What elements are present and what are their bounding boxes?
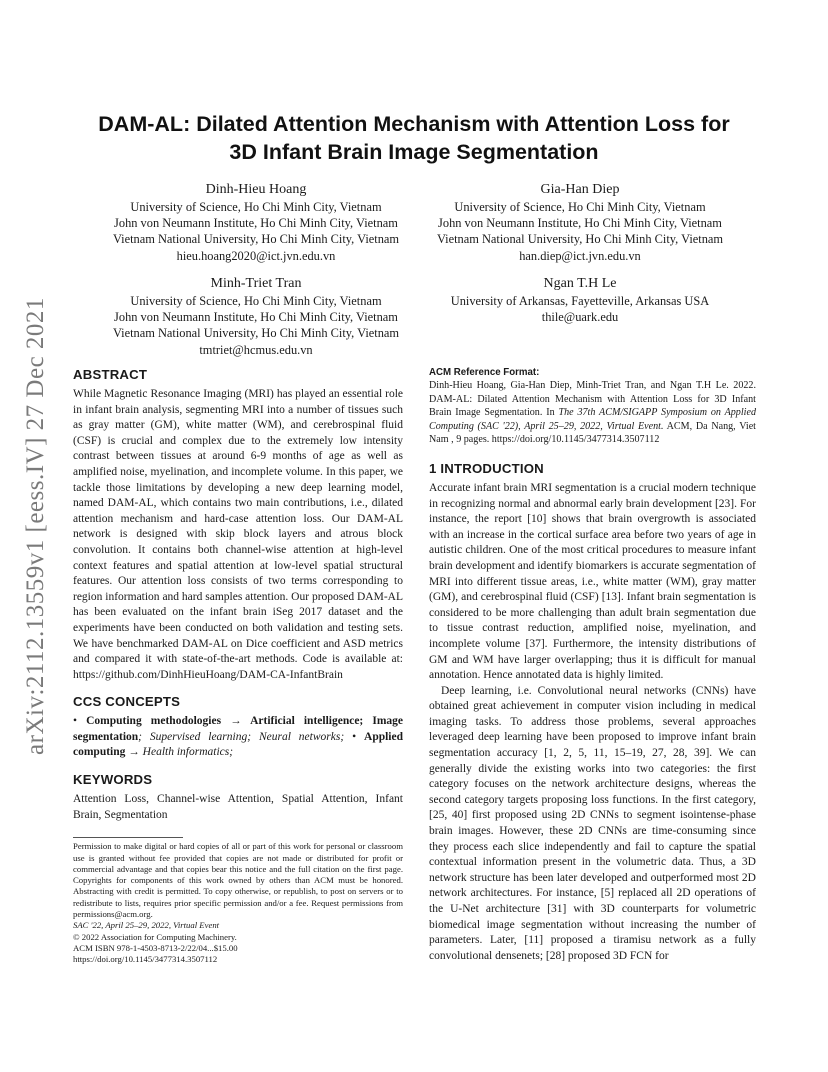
- ccs-item1-rest: ; Supervised learning; Neural networks;: [138, 730, 345, 743]
- arxiv-stamp: [14, 282, 58, 770]
- copyright: © 2022 Association for Computing Machinery.: [73, 931, 237, 942]
- ccs-item2-bold: Applied computing: [73, 730, 404, 759]
- arxiv-stamp-text: arXiv:2112.13559v1 [eess.IV] 27 Dec 2021: [22, 297, 49, 755]
- abstract-heading: ABSTRACT: [73, 367, 148, 382]
- author-email: thile@uark.edu: [541, 310, 619, 325]
- acm-reference-text: [429, 379, 756, 447]
- ccs-bullet: •: [352, 730, 357, 743]
- ccs-bullet: •: [73, 715, 78, 728]
- author-affiliation: John von Neumann Institute, Ho Chi Minh City, Vietnam: [114, 216, 398, 231]
- author-affiliation: Vietnam National University, Ho Chi Minh City, Vietnam: [112, 232, 400, 247]
- author-block-3: [106, 275, 406, 358]
- author-name: Dinh-Hieu Hoang: [205, 182, 307, 197]
- isbn: ACM ISBN 978-1-4503-8713-2/22/04...$15.00: [73, 942, 238, 953]
- author-email: han.diep@ict.jvn.edu.vn: [519, 248, 641, 263]
- acm-reference-part1: Dinh-Hieu Hoang, Gia-Han Diep, Minh-Triet Tran, and Ngan T.H Le. 2022. DAM-AL: Dilated Attention Mechanism with Attention Loss for 3D Infant Brain Image Segmentation. In: [429, 380, 756, 419]
- right-column: [429, 366, 756, 964]
- doi-link[interactable]: https://doi.org/10.1145/3477314.3507112: [73, 954, 218, 965]
- paper-title-line1: DAM-AL: Dilated Attention Mechanism with Attention Loss for: [98, 112, 730, 136]
- ccs-item2-rest: → Health informatics;: [125, 746, 234, 759]
- keywords-heading: KEYWORDS: [73, 772, 153, 788]
- author-name: Minh-Triet Tran: [210, 276, 302, 291]
- author-affiliation: Vietnam National University, Ho Chi Minh City, Vietnam: [436, 232, 724, 247]
- author-affiliation: University of Science, Ho Chi Minh City, Vietnam: [130, 200, 382, 214]
- acm-reference-italic: The 37th ACM/SIGAPP Symposium on Applied Computing (SAC '22), April 25–29, 2022, Virtual Event.: [429, 407, 756, 432]
- author-affiliation: University of Science, Ho Chi Minh City, Vietnam: [130, 294, 382, 308]
- paper-title-line2: 3D Infant Brain Image Segmentation: [229, 140, 599, 164]
- author-block-1: [106, 181, 406, 264]
- author-name: Ngan T.H Le: [543, 276, 617, 291]
- author-affiliation: Vietnam National University, Ho Chi Minh City, Vietnam: [112, 326, 400, 341]
- author-affiliation: John von Neumann Institute, Ho Chi Minh City, Vietnam: [438, 216, 722, 231]
- keywords-text: Attention Loss, Channel-wise Attention, Spatial Attention, Infant Brain, Segmentation: [73, 793, 403, 821]
- author-affiliation: University of Arkansas, Fayetteville, Arkansas USA: [450, 294, 710, 308]
- author-email: hieu.hoang2020@ict.jvn.edu.vn: [176, 248, 336, 263]
- paper-title: [73, 110, 755, 166]
- ccs-item1-bold: Computing methodologies → Artificial intelligence; Image segmentation: [73, 715, 403, 743]
- footnote: [73, 841, 403, 965]
- footnote-divider: [73, 837, 183, 838]
- left-column: [73, 366, 403, 966]
- author-email: tmtriet@hcmus.edu.vn: [199, 342, 313, 357]
- venue: SAC '22, April 25–29, 2022, Virtual Event: [73, 920, 220, 931]
- author-block-2: [430, 181, 730, 264]
- intro-paragraph-2: Deep learning, i.e. Convolutional neural networks (CNNs) have obtained great achievement in computer vision including in medical imaging tasks. To address those problems, several approaches leveraged deep learning have been proposed to improve infant brain segmentation accuracy [1, 2, 5, 11, 15–19, 27, 28, 39]. We can generally divide the existing works into two categories: the first category focuses on the network architecture designs, whereas the second category targets proposing loss functions. In the first category, [25, 40] first proposed using 2D CNNs to segment isointense-phase brain images. However, these 2D CNNs are time-consuming since they process each slice independently and fail to capture the spatial contextual information present in the volumetric data. Thus, a 3D network structure has been later developed and outperformed most 2D network architectures. For instance, [5] replaced all 2D operations of the U-Net architecture [31] with 3D counterparts for volumetric biomedical image segmentation without increasing the number of parameters. Later, [11] proposed a tiramisu network as a fully convolutional densenets; [28] proposed 3D FCN for: [429, 684, 756, 962]
- author-name: Gia-Han Diep: [540, 182, 620, 197]
- intro-paragraph-1: Accurate infant brain MRI segmentation is a crucial modern technique in recognizing normal and abnormal early brain development [23]. For instance, the report [10] shows that brain overgrowth is associated with an increase in the cortical surface area before two years of age in autistic children. One of the most critical procedures to measure infant brain development and identify biomarkers is accurate segmentation of MRI into different tissue areas, i.e., white matter (WM), gray matter (GM), and cerebrospinal fluid (CSF) [13]. Infant brain segmentation is considered to be more challenging than adult brain segmentation due to tissue contrast reduction, amplified noise, myelination, and incomplete volume [37]. Furthermore, the intensity distributions of GM and WM have larger overlapping; thus it is difficult for manual annotation. Hence annotated data is highly limited.: [429, 481, 756, 682]
- author-affiliation: University of Science, Ho Chi Minh City, Vietnam: [454, 200, 706, 214]
- acm-reference-heading: ACM Reference Format:: [429, 367, 540, 378]
- abstract-text: While Magnetic Resonance Imaging (MRI) has played an essential role in infant brain analysis, segmenting MRI into a number of tissues such as gray matter (GM), white matter (WM), and cerebrospinal fluid (CSF) is crucial and complex due to the extremely low intensity contrast between tissues at around 6-9 months of age as well as amplified noise, myelination, and incomplete volume. In this paper, we tackle those limitations by developing a new deep learning model, named DAM-AL, which contains two main contributions, i.e., dilated attention mechanism and hard-case attention loss. Our DAM-AL network is designed with skip block layers and atrous block convolution. It contains both channel-wise attention at high-level context features and spatial attention at low-level spatial structural features. Our attention loss consists of two terms corresponding to region information and hard samples attention. Our proposed DAM-AL has been evaluated on the infant brain iSeg 2017 dataset and the experiments have been conducted on both validation and testing sets. We have benchmarked DAM-AL on Dice coefficient and ASD metrics and compared it with state-of-the-art methods. Code is available at: https://github.com/DinhHieuHoang/DAM-CA-InfantBrain: [73, 388, 403, 681]
- ccs-text: [73, 714, 403, 761]
- permission-notice: Permission to make digital or hard copies of all or part of this work for personal or classroom use is granted without fee provided that copies are not made or distributed for profit or commercial advantage and that copies bear this notice and the full citation on the first page. Copyrights for components of this work owned by others than ACM must be honored. Abstracting with credit is permitted. To copy otherwise, or republish, to post on servers or to redistribute to lists, requires prior specific permission and/or a fee. Request permissions from permissions@acm.org.: [73, 841, 403, 920]
- author-block-4: [430, 275, 730, 325]
- ccs-heading: CCS CONCEPTS: [73, 694, 181, 710]
- acm-reference-part2: ACM, Da Nang, Viet Nam , 9 pages. https://doi.org/10.1145/3477314.3507112: [429, 420, 756, 446]
- author-affiliation: John von Neumann Institute, Ho Chi Minh City, Vietnam: [114, 310, 398, 325]
- introduction-heading: 1 INTRODUCTION: [429, 460, 544, 476]
